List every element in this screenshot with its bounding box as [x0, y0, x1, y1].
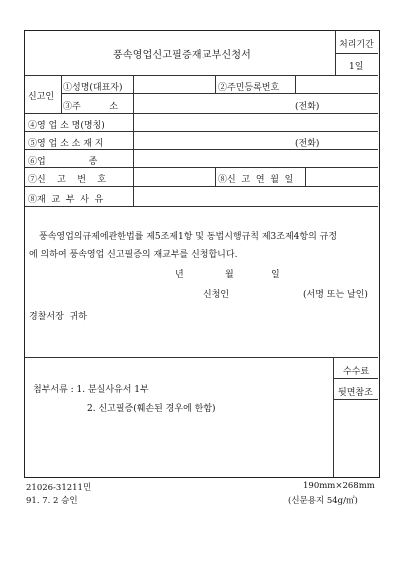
divider [305, 167, 306, 186]
divider [133, 75, 134, 206]
divider [333, 378, 378, 379]
fee-value: 뒷면참조 [338, 388, 373, 398]
divider [25, 206, 378, 207]
regno-label: ②주민등록번호 [218, 83, 280, 93]
location-phone-label: (전화) [295, 139, 320, 149]
business-location-label: ⑤영 업 소 소 재 지 [28, 139, 104, 149]
signature-note: (서명 또는 날인) [303, 290, 368, 300]
divider [25, 75, 378, 76]
paper-size: 190mm×268mm [303, 481, 375, 491]
address-label: ③주 소 [63, 102, 118, 112]
divider [335, 53, 378, 54]
applicant-signature-label: 신청인 [203, 290, 230, 300]
divider [333, 399, 378, 400]
processing-period-value: 1일 [349, 62, 364, 72]
divider [25, 149, 378, 150]
divider [25, 131, 378, 132]
address-phone-label: (전화) [295, 102, 320, 112]
date-month-label: 월 [225, 270, 234, 280]
divider [333, 357, 334, 477]
report-date-label: ⑧신 고 연 월 일 [218, 175, 294, 185]
report-number-label: ⑦신 고 번 호 [28, 175, 107, 185]
paper-type: (신문용지 54g/㎡) [288, 496, 358, 506]
business-name-label: ④영 업 소 명(명칭) [28, 121, 105, 131]
fee-label: 수수료 [343, 367, 370, 377]
divider [295, 75, 296, 93]
divider [61, 93, 378, 94]
business-type-label: ⑥업 종 [28, 157, 98, 167]
divider [25, 357, 378, 358]
divider [61, 75, 62, 113]
attachments-label: 첨부서류 : 1. 분실사유서 1부 [33, 385, 149, 395]
divider [25, 167, 378, 168]
date-day-label: 일 [271, 270, 280, 280]
divider [215, 75, 216, 93]
addressee: 경찰서장 귀하 [29, 312, 87, 322]
form-code: 21026-31211민 [26, 483, 92, 493]
statement-line-1: 풍속영업의규제에관한법률 제5조제1항 및 동법시행규칙 제3조제4항의 규정 [39, 232, 338, 242]
form-title: 풍속영업신고필증재교부신청서 [113, 50, 252, 61]
reissue-reason-label: ⑧재 교 부 사 유 [28, 195, 104, 205]
applicant-section-label: 신고인 [28, 92, 55, 102]
divider [335, 31, 336, 75]
attachments-item-2: 2. 신고필증(훼손된 경우에 한함) [87, 404, 216, 414]
name-label: ①성명(대표자) [63, 83, 123, 93]
divider [25, 113, 378, 114]
date-year-label: 년 [175, 270, 184, 280]
reissue-application-form [24, 30, 380, 478]
processing-period-label: 처리기간 [339, 40, 374, 50]
statement-line-2: 에 의하여 풍속영업 신고필증의 재교부를 신청합니다. [29, 250, 238, 260]
divider [215, 167, 216, 186]
divider [25, 186, 378, 187]
approval-date: 91. 7. 2 승인 [26, 496, 78, 506]
